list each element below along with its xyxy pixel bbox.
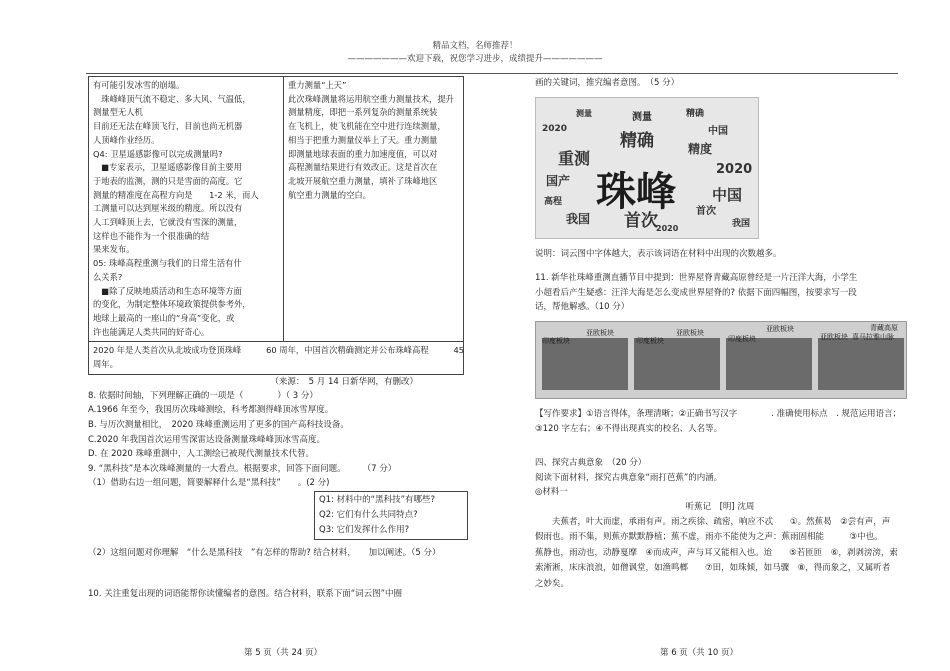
table-left-line: 地球上最高的一座山的“身高”变化，或 (93, 312, 235, 323)
table-left-line: Q4: 卫星遥感影像可以完成测量吗? (93, 148, 223, 159)
word-cloud-word: 首次 (696, 205, 716, 217)
table-left-text (93, 79, 279, 339)
table-left-line: 人顶峰作业经历。 (93, 134, 160, 145)
writing-requirements-1: 【写作要求】①语言得体，条理清晰；②正确书写汉字 . 准确使用标点 . 规范运用语言； (535, 408, 902, 419)
word-cloud-word: 珠峰 (596, 168, 676, 215)
essay-line: 蕉静也，雨动也，动静戛摩 ④而成声，声与耳又能相入也。迨 ⑤若匝匝 ⑥，剥剥滂滂，索 (535, 547, 898, 558)
table-cell-bottom (89, 342, 464, 374)
table-right-line: 此次珠峰测量将运用航空重力测量技术，提升 (288, 93, 454, 104)
diagram-label: 印度板块 (636, 336, 664, 345)
word-cloud-word: 高程 (544, 196, 563, 207)
q9-guide-q1: Q1: 材料中的“黑科技”有哪些? (319, 494, 435, 505)
q8-option-a: A.1966 年至今，我国历次珠峰测绘，科考都测得峰顶冰雪厚度。 (88, 405, 334, 416)
word-cloud-word: 中国 (712, 185, 743, 204)
word-cloud-word: 我国 (566, 211, 591, 226)
table-left-line: 果来发布。 (93, 244, 135, 255)
word-cloud-word: 首次 (624, 210, 658, 231)
table-left-line: 有可能引发冰雪的崩塌。 (93, 80, 185, 90)
right-page-number: 第 6 页（共 10 页） (660, 648, 739, 658)
table-bottom-line-2: 周年。 (93, 359, 118, 370)
word-cloud-word: 测量 (632, 111, 652, 123)
table-bottom-line: 2020 年是人类首次从北坡成功登顶珠峰 60 周年，中国首次精确测定并公布珠峰高程 45 (93, 345, 465, 356)
word-cloud-caption: 说明：词云图中字体越大，表示该词语在材料中出现的次数越多。 (535, 248, 782, 259)
table-right-text (288, 79, 459, 202)
word-cloud-image (535, 97, 759, 239)
table-left-line: 工测量可以达到厘米级的精度。所以没有 (93, 203, 243, 214)
table-right-line: 高程测量结果进行有效改正。这是首次在 (288, 162, 438, 173)
table-left-line: 的变化，为制定整体环境政策提供参考外， (93, 299, 251, 310)
section-4-intro: 阅读下面材料，探究古典意象“雨打芭蕉”的内涵。 (535, 472, 723, 483)
table-left-line: ■专家表示，卫星遥感影像目前主要用 (93, 162, 242, 173)
word-cloud-word: 2020 (716, 161, 753, 177)
word-cloud-word: 重测 (558, 148, 591, 168)
question-11-line-2: 小超看后产生疑惑：汪洋大海是怎么变成世界屋脊的? 依据下面四幅图，按要求写一段 (535, 287, 857, 298)
header-line-1: 精品文档，名师推荐！ (432, 41, 518, 51)
table-cell-right (284, 77, 464, 342)
word-cloud-word: 精度 (688, 141, 713, 156)
q8-option-d: D. 在 2020 珠峰重测中，人工测绘已被现代测量技术代替。 (88, 449, 314, 460)
essay-line: 夫蕉者，叶大而虚，承雨有声。雨之疾徐、疏密，响应不忒 ①。然蕉曷 ②尝有声，声 (535, 516, 891, 527)
writing-requirements-2: ③120 字左右；④不得出现真实的校名、人名等。 (535, 423, 723, 434)
question-8: 8. 依据时间轴，下列理解正确的一项是（ ）（ 3 分） (88, 390, 318, 401)
table-left-line: 珠峰峰顶气流不稳定、多大风、气温低， (93, 93, 251, 104)
section-4-title: 四、探究古典意象 （20 分） (535, 458, 647, 469)
table-right-line: 北坡开展航空重力测量，填补了珠峰地区 (288, 175, 438, 186)
table-left-line: 测量型无人机 (93, 107, 143, 118)
q8-option-c: C.2020 年我国首次运用雪深雷达设备测量珠峰峰顶冰雪高度。 (88, 434, 325, 445)
diagram-label: 亚欧板块 (586, 328, 614, 337)
diagram-panel-3 (726, 338, 812, 390)
diagram-label: 青藏高原 (870, 323, 898, 332)
question-10: 10. 关注重复出现的词语能帮你读懂编者的意图。结合材料，联系下面“词云图”中圈 (88, 588, 403, 599)
left-page-number: 第 5 页（共 24 页） (244, 648, 323, 658)
table-left-line: 这样也不能作为一个很准确的结 (93, 230, 210, 241)
table-left-line: 05: 珠峰高程重测与我们的日常生活有什 (93, 258, 242, 269)
q9-guide-q2: Q2: 它们有什么共同特点? (319, 509, 418, 520)
table-left-line: 人工到峰顶上去，它就没有雪深的测量， (93, 217, 243, 228)
word-cloud-word: 2020 (542, 123, 568, 134)
table-right-line: 测量精度，即把一系列复杂的测量系统装 (288, 107, 438, 118)
diagram-label: 喜马拉雅山脉 (852, 332, 894, 341)
essay-line: 假雨也。雨不集，则蕉亦默默静植；蕉不虚，雨亦不能使为之声：蕉雨固相能 ③中也。 (535, 532, 883, 543)
diagram-panel-4 (818, 338, 904, 390)
question-11-line-1: 11. 新华社珠峰重测直播节目中提到：世界屋脊青藏高原曾经是一片汪洋大海，小学生 (535, 273, 858, 284)
question-9-2: （2）这组问题对你理解 “什么是黑科技 ”有怎样的帮助? 结合材料， 加以阐述。（5 分） (88, 547, 441, 558)
material-table (88, 76, 464, 375)
table-right-line: 重力测量“上天” (288, 80, 347, 90)
question-11-line-3: 话，帮他解惑。（10 分） (535, 302, 630, 313)
table-left-line: 么关系? (93, 271, 123, 282)
question-9-1: （1）借助右边一组问题，简要解释什么是“黑科技” 。(2 分) (88, 478, 330, 489)
table-left-line: 测量的精准度在高程方向是 1-2 米，而人 (93, 189, 259, 200)
material-1-label: ◎材料一 (535, 487, 568, 498)
header-rule (86, 73, 898, 74)
word-cloud-word: 测量 (576, 108, 592, 118)
diagram-label: 印度板块 (728, 334, 756, 343)
q9-guide-box (314, 491, 468, 540)
table-cell-left (89, 77, 284, 342)
page-header (0, 40, 950, 66)
source-note: （来源： 5 月 14 日新华网，有删改） (270, 376, 418, 387)
table-left-line: 许也能满足人类共同的好奇心。 (93, 326, 210, 337)
diagram-label: 印度板块 (542, 336, 570, 345)
header-line-2: ———————欢迎下载，祝您学习进步，成绩提升——————— (347, 54, 603, 64)
plate-tectonics-diagrams (535, 321, 907, 399)
word-cloud-word: 精确 (686, 108, 705, 119)
table-left-line: ■除了反映地质活动和生态环境等方面 (93, 285, 242, 296)
table-right-line: 在飞机上，使飞机能在空中进行连续测量， (288, 121, 446, 132)
table-right-line: 即测量地球表面的重力加速度值，可以对 (288, 148, 438, 159)
diagram-label: 亚欧板块 (766, 324, 794, 333)
table-right-line: 相当于把重力测量仪举上了天。重力测量 (288, 134, 438, 145)
table-left-line: 于地表的监测，测的只是雪面的高度。它 (93, 175, 243, 186)
q10-continued: 画的关键词，推究编者意图。 （5 分） (535, 78, 680, 88)
diagram-label: 亚欧板块 (676, 328, 704, 337)
word-cloud-word: 2020 (656, 223, 679, 233)
word-cloud-word: 我国 (732, 218, 751, 229)
table-left-line: 目前还无法在峰顶飞行，目前也尚无机器 (93, 121, 243, 132)
essay-body (535, 515, 905, 593)
word-cloud-word: 国产 (546, 173, 571, 188)
diagram-label: 亚欧板块 (820, 332, 848, 341)
table-right-line: 航空重力测量的空白。 (288, 189, 371, 200)
question-9: 9. “黑科技”是本次珠峰测量的一大看点。根据要求，回答下面问题。 （7 分） (88, 463, 397, 474)
essay-title: 听蕉记 [明] 沈周 (685, 501, 755, 512)
essay-line: 索淅淅，床床浪浪，如僧讽堂，如渔鸣榔 ⑦田，如珠倾，如马骤 ⑧，得而象之，又属听者 (535, 563, 891, 574)
left-page (88, 76, 468, 601)
word-cloud-word: 精确 (620, 130, 654, 151)
right-page (535, 76, 905, 592)
essay-line: 之妙矣。 (535, 578, 570, 589)
q9-guide-q3: Q3: 它们发挥什么作用? (319, 524, 410, 535)
q8-option-b: B. 与历次测量相比， 2020 珠峰重测运用了更多的国产高科技设备。 (88, 419, 349, 430)
word-cloud-word: 中国 (708, 125, 728, 137)
